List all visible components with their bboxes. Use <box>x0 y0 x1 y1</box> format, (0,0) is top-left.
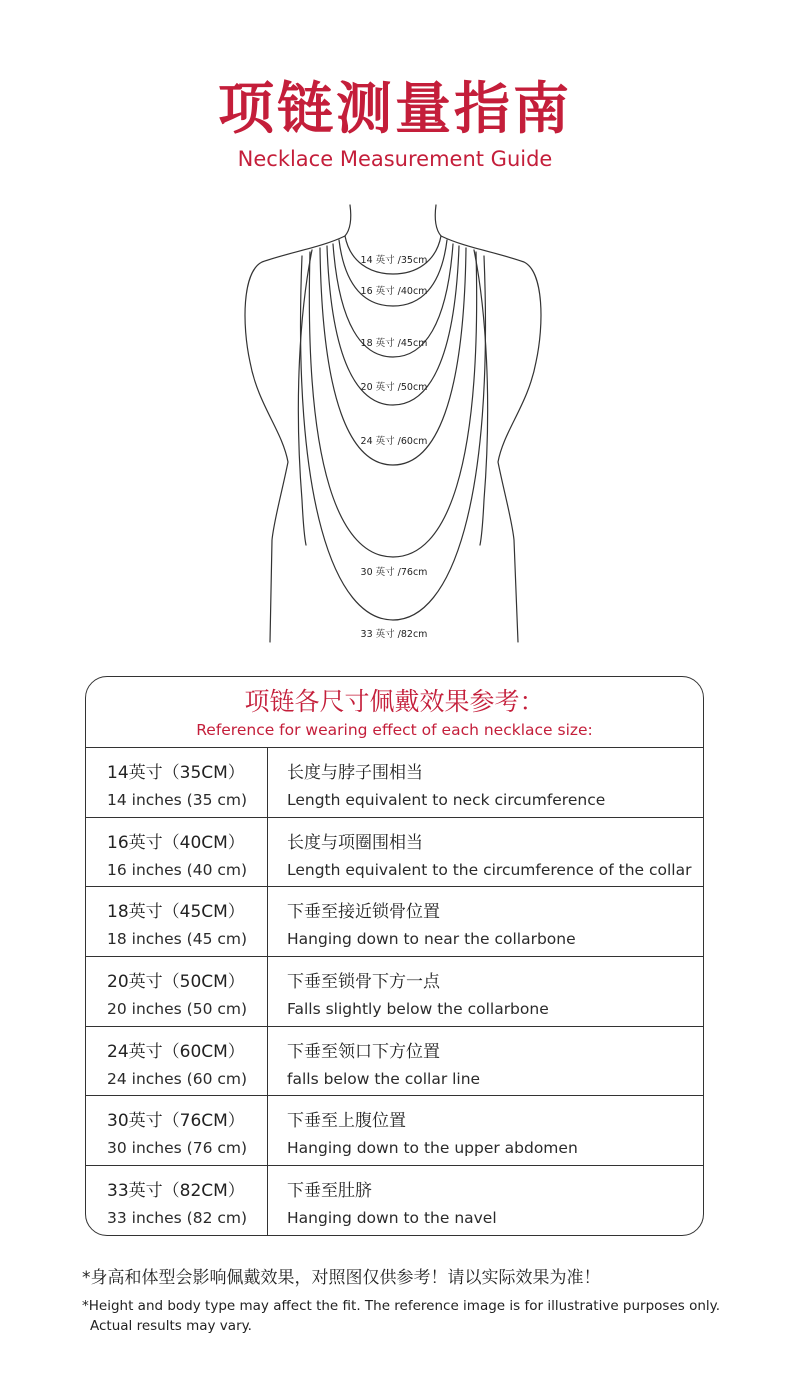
table-heading <box>86 677 703 748</box>
desc-cell <box>268 1096 703 1165</box>
size-cn: 33英寸（82CM） <box>107 1181 245 1202</box>
label-30in: 30 英寸 /76cm <box>360 567 428 578</box>
desc-cn: 下垂至锁骨下方一点 <box>287 972 440 993</box>
desc-cn: 下垂至上腹位置 <box>287 1111 406 1132</box>
desc-cell <box>268 887 703 956</box>
disclaimer-en <box>82 1296 782 1336</box>
size-cell <box>86 887 268 956</box>
desc-en: falls below the collar line <box>287 1069 481 1088</box>
desc-en: Hanging down to near the collarbone <box>287 930 576 949</box>
size-cell <box>86 1166 268 1236</box>
size-en: 16 inches (40 cm) <box>107 860 248 879</box>
desc-en: Length equivalent to neck circumference <box>287 791 606 809</box>
table-row <box>86 1027 703 1097</box>
disclaimer-en-line2: Actual results may vary. <box>90 1318 252 1334</box>
label-14in: 14 英寸 /35cm <box>360 255 428 266</box>
size-en: 14 inches (35 cm) <box>107 791 248 809</box>
size-en: 30 inches (76 cm) <box>107 1139 248 1158</box>
desc-cn: 长度与项圈围相当 <box>287 832 423 853</box>
label-33in: 33 英寸 /82cm <box>360 629 428 640</box>
disclaimer-en-line1: *Height and body type may affect the fit. The reference image is for illustrative purposes only. <box>82 1298 721 1314</box>
desc-en: Hanging down to the upper abdomen <box>287 1139 578 1158</box>
label-16in: 16 英寸 /40cm <box>360 286 428 297</box>
desc-cell <box>268 957 703 1026</box>
page-title: 项链测量指南 <box>218 77 572 142</box>
desc-cell <box>268 1027 703 1096</box>
size-cell <box>86 957 268 1026</box>
desc-cell <box>268 1166 703 1236</box>
size-cn: 20英寸（50CM） <box>107 972 245 993</box>
desc-en: Hanging down to the navel <box>287 1209 497 1228</box>
size-cn: 16英寸（40CM） <box>107 832 245 853</box>
desc-cn: 下垂至领口下方位置 <box>287 1041 440 1062</box>
desc-en: Falls slightly below the collarbone <box>287 1000 549 1019</box>
desc-cell <box>268 818 703 887</box>
size-cn: 24英寸（60CM） <box>107 1041 245 1062</box>
size-cell <box>86 748 268 817</box>
label-20in: 20 英寸 /50cm <box>360 382 428 393</box>
label-24in: 24 英寸 /60cm <box>360 436 428 447</box>
mannequin-neck-left <box>345 205 351 236</box>
size-cell <box>86 818 268 887</box>
page-subtitle: Necklace Measurement Guide <box>237 147 553 171</box>
desc-en: Length equivalent to the circumference of the collar <box>287 860 692 879</box>
desc-cn: 下垂至接近锁骨位置 <box>287 902 440 923</box>
necklace-length-diagram <box>0 200 790 650</box>
size-cn: 18英寸（45CM） <box>107 902 245 923</box>
table-row <box>86 887 703 957</box>
desc-cn: 长度与脖子围相当 <box>287 763 423 783</box>
desc-cell <box>268 748 703 817</box>
size-cn: 14英寸（35CM） <box>107 763 245 783</box>
table-row <box>86 957 703 1027</box>
size-en: 20 inches (50 cm) <box>107 1000 248 1019</box>
size-reference-table <box>85 676 704 1236</box>
size-cell <box>86 1096 268 1165</box>
size-cell <box>86 1027 268 1096</box>
size-cn: 30英寸（76CM） <box>107 1111 245 1132</box>
size-en: 18 inches (45 cm) <box>107 930 248 949</box>
table-heading-cn: 项链各尺寸佩戴效果参考： <box>244 687 545 716</box>
label-18in: 18 英寸 /45cm <box>360 338 428 349</box>
size-en: 24 inches (60 cm) <box>107 1069 248 1088</box>
table-row <box>86 748 703 818</box>
table-heading-en: Reference for wearing effect of each necklace size: <box>196 721 593 739</box>
disclaimer-cn: *身高和体型会影响佩戴效果，对照图仅供参考！请以实际效果为准！ <box>82 1268 601 1288</box>
table-row <box>86 818 703 888</box>
mannequin-svg <box>0 200 790 650</box>
mannequin-torso-right <box>441 236 541 642</box>
mannequin-neck-right <box>435 205 441 236</box>
desc-cn: 下垂至肚脐 <box>287 1181 372 1202</box>
mannequin-torso-left <box>245 236 345 642</box>
size-en: 33 inches (82 cm) <box>107 1209 248 1228</box>
table-row <box>86 1096 703 1166</box>
table-row <box>86 1166 703 1236</box>
